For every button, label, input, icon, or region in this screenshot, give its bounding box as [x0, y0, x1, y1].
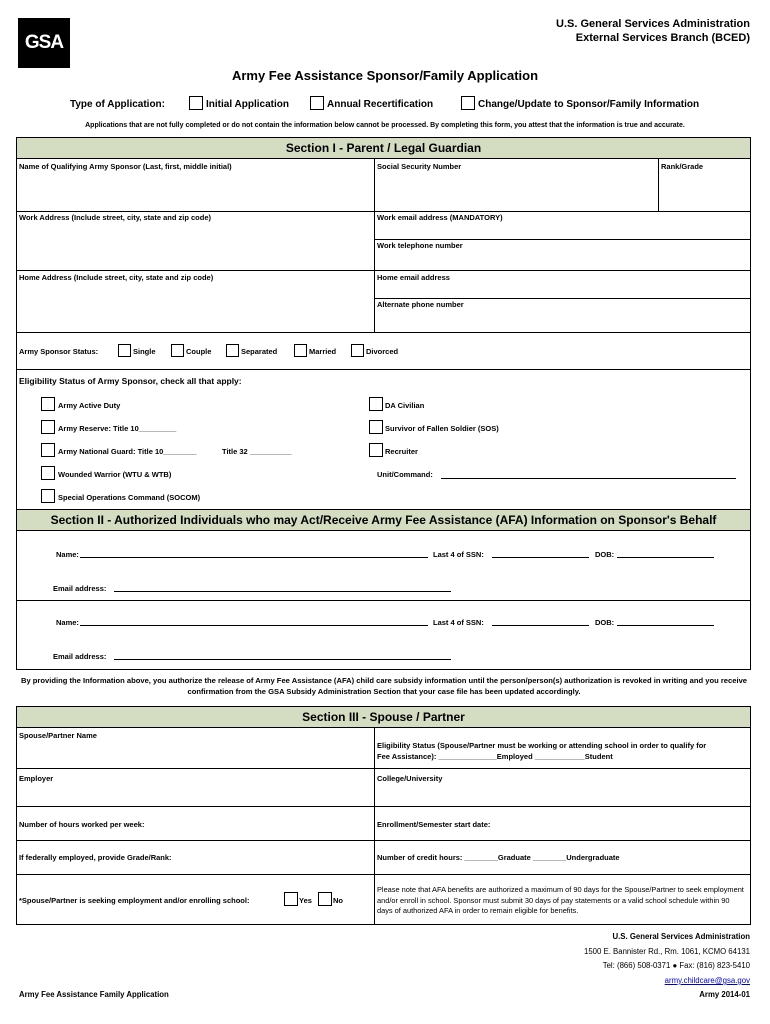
seeking-no-checkbox[interactable] — [318, 892, 332, 906]
authorization-statement: By providing the Information above, you authorize the release of Army Fee Assistance (AFA) child care subsidy information until the person/person(s) authorization is revoked in writing and you receive confirmation from the GSA Subsidy Administration Section that your case file has been updated accordingly. — [20, 676, 748, 696]
footer-form-number: Army 2014-01 — [699, 990, 750, 999]
section-3-divider — [374, 727, 375, 925]
sponsor-name-field[interactable]: Name of Qualifying Army Sponsor (Last, first, middle initial) — [19, 162, 232, 171]
recruiter-checkbox[interactable] — [369, 443, 383, 457]
enrollment-date-field[interactable]: Enrollment/Semester start date: — [377, 820, 491, 829]
org-branch: External Services Branch (BCED) — [575, 32, 750, 44]
auth1-email-label: Email address: — [53, 584, 107, 593]
spouse-name-field[interactable]: Spouse/Partner Name — [19, 731, 97, 740]
employer-field[interactable]: Employer — [19, 774, 54, 783]
section-2-header: Section II - Authorized Individuals who may Act/Receive Army Fee Assistance (AFA) Information on Sponsor's Behalf — [16, 509, 751, 531]
rank-divider — [658, 158, 659, 212]
socom-label: Special Operations Command (SOCOM) — [58, 493, 201, 502]
status-divorced-checkbox[interactable] — [351, 344, 364, 357]
unit-command-field[interactable] — [441, 478, 736, 479]
alt-phone-field[interactable]: Alternate phone number — [377, 300, 464, 309]
credit-hours-field[interactable]: Number of credit hours: ________Graduate ________Undergraduate — [377, 853, 620, 862]
footer-phone: Tel: (866) 508-0371 ● Fax: (816) 823-5410 — [602, 961, 750, 970]
afa-note: Please note that AFA benefits are authorized a maximum of 90 days for the Spouse/Partner to seek employment and/or enroll in school. Sponsor must submit 30 days of pay statements or a valid school schedule within 90 days of authorized AFA in order to remain eligible for benefits. — [377, 885, 744, 915]
status-single-label: Single — [133, 347, 156, 356]
footer-email-link[interactable]: army.childcare@gsa.gov — [664, 976, 750, 985]
status-couple-label: Couple — [186, 347, 212, 356]
seeking-yes-checkbox[interactable] — [284, 892, 298, 906]
row-divider — [16, 211, 751, 212]
college-field[interactable]: College/University — [377, 774, 443, 783]
army-reserve-checkbox[interactable] — [41, 420, 55, 434]
auth2-dob-label: DOB: — [595, 618, 615, 627]
home-email-field[interactable]: Home email address — [377, 273, 450, 282]
army-reserve-label: Army Reserve: Title 10_________ — [58, 424, 177, 433]
initial-application-label: Initial Application — [206, 99, 289, 110]
auth1-dob-label: DOB: — [595, 550, 615, 559]
gsa-logo: GSA — [18, 18, 70, 68]
army-national-guard-checkbox[interactable] — [41, 443, 55, 457]
rank-field[interactable]: Rank/Grade — [661, 162, 704, 171]
row-divider — [16, 270, 751, 271]
footer-org: U.S. General Services Administration — [612, 932, 750, 941]
row-divider — [16, 369, 751, 370]
initial-application-checkbox[interactable] — [189, 96, 203, 110]
ssn-field[interactable]: Social Security Number — [377, 162, 462, 171]
status-separated-label: Separated — [241, 347, 278, 356]
section-1-divider — [374, 158, 375, 333]
completion-notice: Applications that are not fully completed or do not contain the information below cannot be processed. By completing this form, you attest that the information is true and accurate. — [85, 122, 685, 129]
survivor-label: Survivor of Fallen Soldier (SOS) — [385, 424, 499, 433]
survivor-checkbox[interactable] — [369, 420, 383, 434]
sponsor-status-label: Army Sponsor Status: — [19, 347, 99, 356]
status-married-label: Married — [309, 347, 337, 356]
da-civilian-checkbox[interactable] — [369, 397, 383, 411]
org-name: U.S. General Services Administration — [556, 18, 750, 30]
change-update-label: Change/Update to Sponsor/Family Information — [478, 99, 700, 110]
army-active-duty-checkbox[interactable] — [41, 397, 55, 411]
auth1-ssn-label: Last 4 of SSN: — [433, 550, 484, 559]
socom-checkbox[interactable] — [41, 489, 55, 503]
eligibility-label: Eligibility Status of Army Sponsor, check all that apply: — [19, 376, 242, 386]
auth1-ssn-field[interactable] — [492, 557, 589, 558]
form-title: Army Fee Assistance Sponsor/Family Application — [231, 68, 539, 83]
application-type-label: Type of Application: — [70, 99, 165, 110]
seeking-label: *Spouse/Partner is seeking employment and/or enrolling school: — [19, 896, 250, 905]
work-email-field[interactable]: Work email address (MANDATORY) — [377, 213, 503, 222]
status-divorced-label: Divorced — [366, 347, 399, 356]
spouse-eligibility-line2[interactable]: Fee Assistance): ______________Employed ____________Student — [377, 752, 613, 761]
seeking-no-label: No — [333, 896, 343, 905]
auth1-dob-field[interactable] — [617, 557, 714, 558]
row-divider — [16, 840, 751, 841]
recruiter-label: Recruiter — [385, 447, 418, 456]
status-separated-checkbox[interactable] — [226, 344, 239, 357]
status-married-checkbox[interactable] — [294, 344, 307, 357]
footer-address: 1500 E. Bannister Rd., Rm. 1061, KCMO 64131 — [584, 947, 750, 956]
annual-recertification-label: Annual Recertification — [327, 99, 434, 110]
auth2-ssn-field[interactable] — [492, 625, 589, 626]
wounded-warrior-checkbox[interactable] — [41, 466, 55, 480]
auth2-dob-field[interactable] — [617, 625, 714, 626]
row-divider — [16, 806, 751, 807]
annual-recertification-checkbox[interactable] — [310, 96, 324, 110]
status-single-checkbox[interactable] — [118, 344, 131, 357]
unit-command-label: Unit/Command: — [377, 470, 433, 479]
auth1-name-label: Name: — [56, 550, 79, 559]
auth1-name-field[interactable] — [80, 557, 428, 558]
auth1-email-field[interactable] — [114, 591, 451, 592]
seeking-yes-label: Yes — [299, 896, 312, 905]
auth2-name-label: Name: — [56, 618, 79, 627]
change-update-checkbox[interactable] — [461, 96, 475, 110]
auth2-name-field[interactable] — [80, 625, 428, 626]
status-couple-checkbox[interactable] — [171, 344, 184, 357]
spouse-eligibility-line1: Eligibility Status (Spouse/Partner must be working or attending school in order to qualify for — [377, 741, 707, 750]
footer-form-name: Army Fee Assistance Family Application — [19, 990, 169, 999]
section-3-header: Section III - Spouse / Partner — [16, 706, 751, 728]
auth2-ssn-label: Last 4 of SSN: — [433, 618, 484, 627]
row-divider — [16, 332, 751, 333]
army-active-duty-label: Army Active Duty — [58, 401, 121, 410]
auth2-email-label: Email address: — [53, 652, 107, 661]
row-divider — [16, 768, 751, 769]
row-divider — [16, 600, 751, 601]
work-address-field[interactable]: Work Address (Include street, city, state and zip code) — [19, 213, 211, 222]
grade-rank-field[interactable]: If federally employed, provide Grade/Rank: — [19, 853, 172, 862]
home-address-field[interactable]: Home Address (Include street, city, state and zip code) — [19, 273, 214, 282]
da-civilian-label: DA Civilian — [385, 401, 425, 410]
army-national-guard-label: Army National Guard: Title 10________ — [58, 447, 197, 456]
row-divider — [16, 874, 751, 875]
hours-field[interactable]: Number of hours worked per week: — [19, 820, 145, 829]
work-phone-field[interactable]: Work telephone number — [377, 241, 463, 250]
wounded-warrior-label: Wounded Warrior (WTU & WTB) — [58, 470, 172, 479]
row-divider — [374, 298, 751, 299]
auth2-email-field[interactable] — [114, 659, 451, 660]
title-32-label: Title 32 __________ — [222, 447, 292, 456]
row-divider — [374, 239, 751, 240]
section-1-header: Section I - Parent / Legal Guardian — [16, 137, 751, 159]
